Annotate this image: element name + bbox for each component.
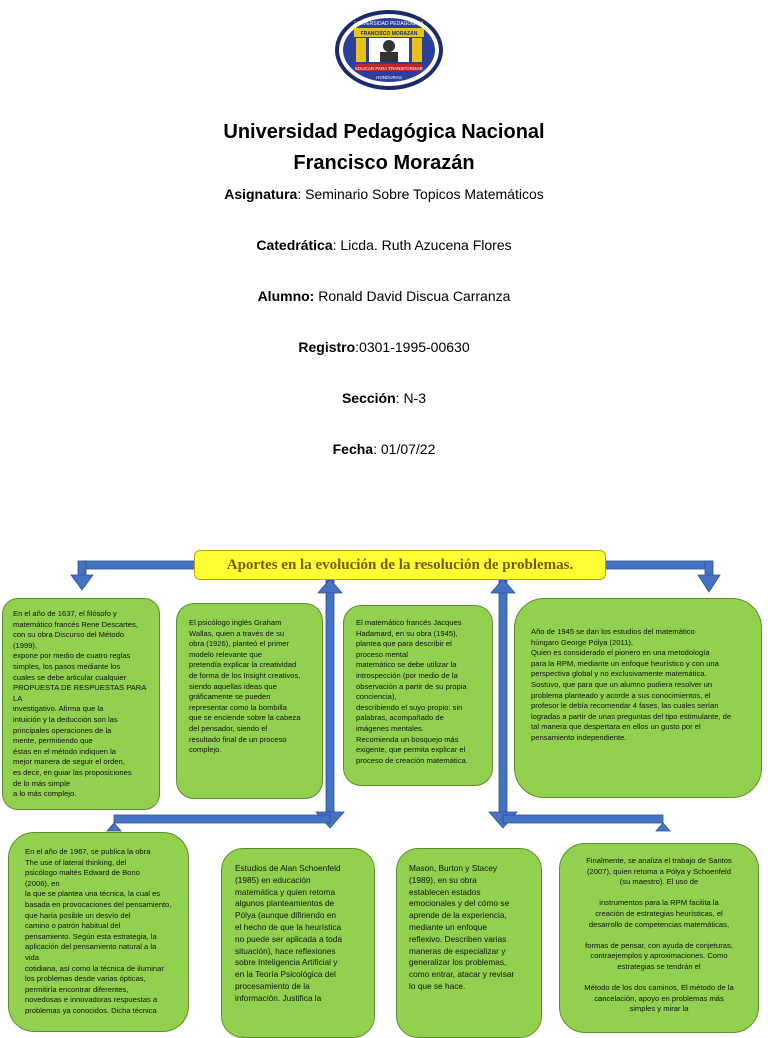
section-label: Sección [341, 390, 396, 406]
arrow-right-horizontal [604, 561, 712, 569]
teacher-label: Catedrática [256, 237, 333, 253]
box-wallas: El psicólogo inglés Graham Wallas, quien a través de su obra (1926), planteó el primer modelo relevante que pretendía explicar la creatividad de forma de los Insight creativos, siendo aquellas ideas que gráficamente se pueden representar como la bombilla que se enciende sobre la cabeza del pensador, siendo el resultado final de un proceso complejo. [176, 603, 323, 799]
teacher-value: : Licda. Ruth Azucena Flores [332, 237, 512, 253]
date-label: Fecha [332, 441, 374, 457]
university-name-line1: Universidad Pedagógica Nacional [223, 121, 545, 143]
svg-text:FRANCISCO MORAZÁN: FRANCISCO MORAZÁN [360, 31, 418, 37]
arrow-left-horizontal [82, 561, 196, 569]
subject-label: Asignatura [224, 186, 298, 202]
arrow-center-left-shaft [326, 580, 334, 812]
registry-value: :0301-1995-00630 [355, 339, 470, 355]
arrow-center-right-shaft [499, 580, 507, 812]
concept-map-title: Aportes en la evolución de la resolución de problemas. [194, 550, 606, 580]
student-value: Ronald David Discua Carranza [314, 288, 511, 304]
box-polya: Año de 1945 se dan los estudios del matemático húngaro George Pólya (2011), Quien es considerado el pionero en una metodología para la RPM, mediante un enfoque heurístico y con una perspectiva global y no exclusivamente matemática. Sostuvo, que para que un alumno pudiera resolver un problema planteado y acorde a sus conocimientos, el profesor le debía recomendar 4 fases, las cuales serían logradas a partir de unas preguntas del tipo estimulante, de tal manera que despertara en ellos un gusto por el pensamiento independiente. [514, 598, 762, 798]
registry-label: Registro [298, 339, 356, 355]
box-santos: Finalmente, se analiza el trabajo de Santos (2007), quien retoma a Pólya y Schoenfeld (su maestro). El uso de instrumentos para la RPM facilita la creación de estrategias heurísticas, el desarrollo de competencias matemáticas, formas de pensar, con ayuda de conjeturas, contraejemplos y aproximaciones. Como estrategias se tendrán el Método de los dos caminos, El método de la cancelación, apoyo en problemas más simples y mirar la [559, 843, 759, 1033]
box-descartes: En el año de 1637, el filósofo y matemático francés Rene Descartes, con su obra Discurso del Método (1999), expone por medio de cuatro reglas simples, los pasos mediante los cuales se debe articular cualquier PROPUESTA DE RESPUESTAS PARA LA investigativo. Afirma que la intuición y la deducción son las principales operaciones de la mente, permitiendo que éstas en el método indiquen la mejor manera de seguir el orden, es decir, en guiar las proposiciones de lo más simple a lo más complejo. [2, 598, 160, 810]
box-mason-burton-stacey: Mason, Burton y Stacey (1989), en su obra establecen estados emocionales y del cómo se aprende de la experiencia, mediante un enfoque reflexivo. Describen varias maneras de especializar y generalizar los problemas, como entrar, atacar y revisar lo que se hace. [396, 848, 542, 1038]
arrow-center-left-top-head [318, 579, 342, 593]
subject-value: : Seminario Sobre Topicos Matemáticos [297, 186, 544, 202]
arrow-right-head [698, 575, 720, 592]
box-hadamard: El matemático francés Jacques Hadamard, en su obra (1945), plantea que para describir el proceso mental matemático se debe utilizar la introspección (por medio de la observación a partir de su propia conciencia), describiendo el suyo propio: sin palabras, acompañado de imágenes mentales. Recomienda un bosquejo más exigente, que permita explicar el proceso de creación matemática. [343, 605, 493, 786]
section-value: : N-3 [395, 390, 427, 406]
date-value: : 01/07/22 [373, 441, 436, 457]
svg-text:1956: 1956 [384, 81, 394, 86]
svg-text:HONDURAS: HONDURAS [376, 75, 402, 80]
student-label: Alumno: [257, 288, 315, 304]
svg-text:UNIVERSIDAD PEDAGÓGICA: UNIVERSIDAD PEDAGÓGICA [354, 21, 424, 27]
box-de-bono: En el año de 1967, se publica la obra The use of lateral thinking, del psicólogo maltés Edward de Bono (2006), en la que se plantea una técnica, la cual es basada en provocaciones del pensamiento, que haría posible un desvío del camino o patrón habitual del pensamiento. Según esta estrategia, la aplicación del pensamiento natural a la vida cotidiana, así como la técnica de iluminar los problemas desde varias ópticas, permitiría encontrar diferentes, novedosas e innovadoras respuestas a problemas ya conocidos. Dicha técnica [8, 832, 189, 1032]
arrow-bottom-left-horizontal [114, 815, 330, 823]
university-name-line2: Francisco Morazán [293, 152, 475, 174]
arrow-left-head [71, 575, 93, 590]
box-schoenfeld: Estudios de Alan Schoenfeld (1985) en educación matemática y quien retoma algunos planteamientos de Pólya (aunque difiriendo en el hecho de que la heurística no puede ser aplicada a toda situación), hace reflexiones sobre Inteligencia Artificial y en la Teoría Psicológica del procesamiento de la información. Justifica la [221, 848, 375, 1038]
arrow-bottom-right-head [656, 823, 670, 831]
arrow-center-right-top-head [491, 579, 515, 593]
arrow-bottom-left-head [107, 823, 121, 831]
svg-text:EDUCAR PARA TRANSFORMAR: EDUCAR PARA TRANSFORMAR [355, 66, 423, 71]
arrow-bottom-right-horizontal [503, 815, 663, 823]
